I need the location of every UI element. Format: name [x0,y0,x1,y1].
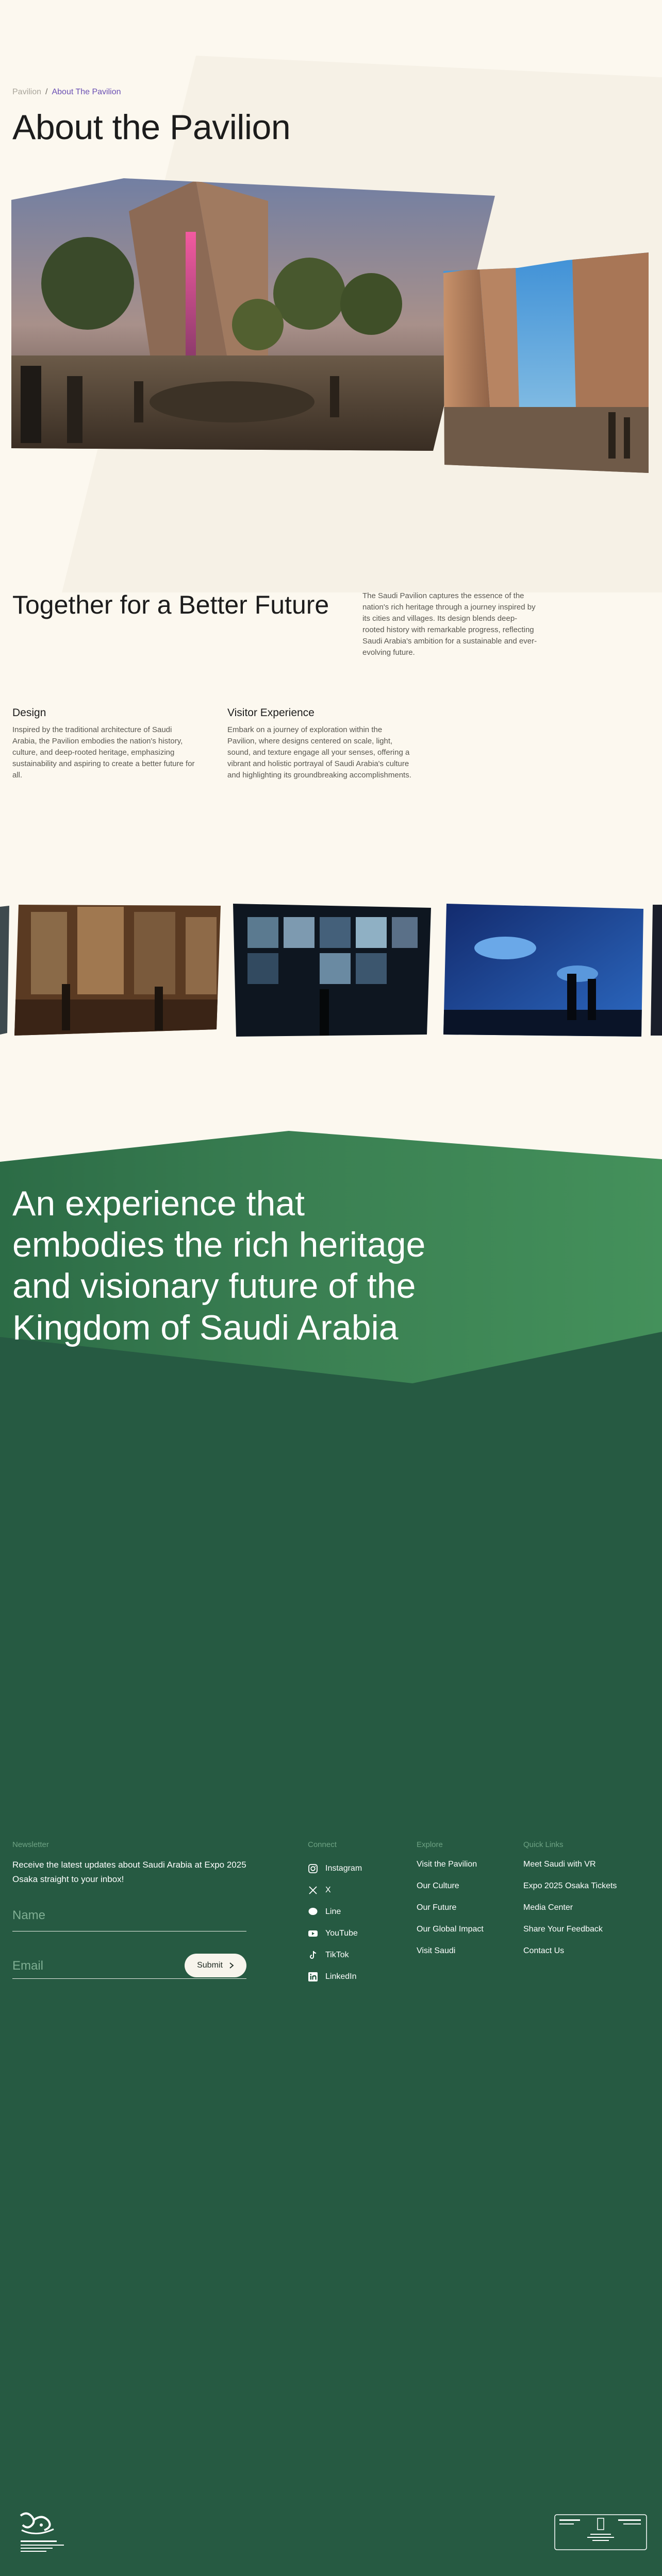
connect-item-label: YouTube [325,1929,358,1938]
page-title: About the Pavilion [12,108,291,147]
hero-images [0,170,662,479]
visitor-experience-section [227,707,413,781]
quick-link-contact[interactable]: Contact Us [523,1946,565,1955]
breadcrumb-separator: / [45,88,48,96]
connect-item-youtube[interactable] [308,1923,362,1944]
newsletter-label: Newsletter [12,1840,49,1849]
explore-link-our-culture[interactable]: Our Culture [417,1882,459,1890]
connect-item-instagram[interactable] [308,1858,362,1879]
hero-image-plaza [0,170,516,479]
connect-item-label: TikTok [325,1951,349,1959]
quick-link-feedback[interactable]: Share Your Feedback [523,1925,603,1934]
gallery-image-exhibition-hall [10,896,227,1046]
design-section [12,707,198,781]
explore-link-our-future[interactable]: Our Future [417,1903,457,1912]
visitor-experience-text: Embark on a journey of exploration within the Pavilion, where designs centered on scale, light, sound, and texture engage all your senses, offering a vibrant and holistic portrayal of Saudi Arabia's culture and highlighting its groundbreaking accomplishments. [227,725,411,779]
explore-list [417,1860,484,1968]
explore-link-global-impact[interactable]: Our Global Impact [417,1925,484,1934]
name-input[interactable] [12,1908,246,1931]
quick-link-tickets[interactable]: Expo 2025 Osaka Tickets [523,1882,617,1890]
breadcrumb [12,88,121,97]
hero-image-courtyard [438,247,655,479]
gallery-image-aquarium [438,896,655,1046]
connect-item-label: Line [325,1907,341,1916]
visitor-experience-title: Visitor Experience [227,707,315,719]
instagram-icon [308,1863,318,1874]
x-icon [308,1885,318,1895]
intro-text: The Saudi Pavilion captures the essence of the nation's rich heritage through a journey inspired by its cities and villages. Its design blends deep-rooted history with remarkable progress, reflecting Saudi Arabia's ambition for a sustainable and ever-evolving future. [362,591,537,657]
email-underline [12,1978,246,1979]
explore-link-visit-pavilion[interactable]: Visit the Pavilion [417,1860,477,1869]
quick-links-list [523,1860,617,1968]
ministry-logo [554,2514,647,2550]
design-text: Inspired by the traditional architecture of Saudi Arabia, the Pavilion embodies the nation's history, culture, and deep-rooted heritage, emphasizing sustainability and aspiring to create a better future for all. [12,725,195,779]
quick-links-label: Quick Links [523,1840,564,1849]
newsletter-description: Receive the latest updates about Saudi Arabia at Expo 2025 Osaka straight to your inbox! [12,1860,246,1884]
connect-label: Connect [308,1840,337,1849]
arrow-right-icon [229,1962,234,1969]
gallery-image-screens [227,896,438,1046]
line-icon [308,1907,318,1917]
connect-item-line[interactable] [308,1901,362,1923]
design-title: Design [12,707,46,719]
gallery-image-partial-right [649,896,662,1046]
linkedin-icon [308,1972,318,1982]
connect-item-x[interactable] [308,1879,362,1901]
explore-link-visit-saudi[interactable]: Visit Saudi [417,1946,456,1955]
gallery-carousel [0,896,662,1046]
youtube-icon [308,1928,318,1939]
connect-item-linkedin[interactable] [308,1966,362,1988]
submit-button[interactable] [185,1954,246,1977]
tiktok-icon [308,1950,318,1960]
quick-link-media-center[interactable]: Media Center [523,1903,573,1912]
quick-link-vr[interactable]: Meet Saudi with VR [523,1860,596,1869]
explore-label: Explore [417,1840,443,1849]
breadcrumb-home-link[interactable]: Pavilion [12,88,42,96]
gallery-image-partial-left [0,896,15,1046]
intro-title: Together for a Better Future [12,590,329,619]
saudi-pavilion-logo[interactable] [11,2506,73,2558]
connect-item-label: Instagram [325,1864,362,1873]
submit-label: Submit [197,1961,223,1970]
connect-item-label: X [325,1886,331,1894]
connect-list [308,1858,362,1988]
connect-item-label: LinkedIn [325,1972,357,1981]
connect-item-tiktok[interactable] [308,1944,362,1966]
banner-headline: An experience that embodies the rich heritage and visionary future of the Kingdom of Saudi Arabia [12,1184,426,1347]
breadcrumb-current: About The Pavilion [52,88,121,96]
